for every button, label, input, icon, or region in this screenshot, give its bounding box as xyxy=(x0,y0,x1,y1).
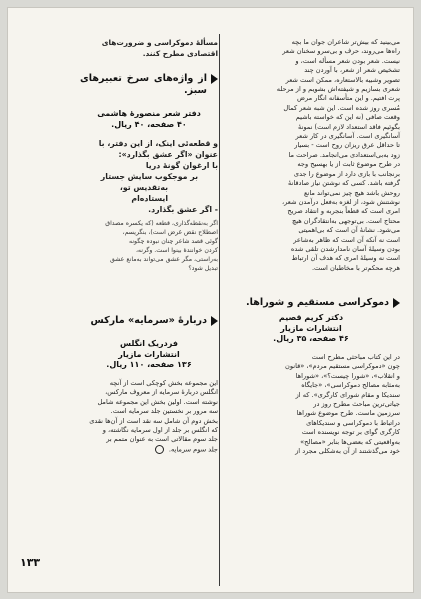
text-line: محتاج است. بی‌توجهی به‌انتقادگران هیچ xyxy=(291,216,400,225)
article-heading xyxy=(80,315,218,327)
text-line: می‌شود. نشانهٔ آن است که بی‌اهمیتی xyxy=(298,226,400,235)
text-line: به‌راستی، مگر عشق می‌تواند به‌مانع عشق xyxy=(109,256,218,264)
right-intro xyxy=(222,38,400,273)
text-line: کارگری گوای بر توجه نویسنده است xyxy=(301,428,400,437)
text-line: برنجانب با بازی دارد از موضوع را جدی xyxy=(293,169,400,178)
text-line: مُسری روز شده است. این شبه شعر کمال xyxy=(283,103,400,112)
end-mark-icon xyxy=(155,445,164,454)
text-line: گرفته باشد. کسی که نوشتن نیاز صادقانهٔ xyxy=(287,179,400,188)
text-line: می‌بینید که بیش‌تر شاعران جوان ما بچه xyxy=(291,38,400,46)
text-line: است نه آنکه آن است که ظاهر به‌شاعر xyxy=(293,235,400,244)
text-line: در طرح موضوع ثابت از یا بهسیح وجه xyxy=(297,160,400,169)
text-line: روحش باشد هیچ چیز نمی‌تواند مانع xyxy=(304,188,400,197)
text-line: تشخیص شعر از شعر، با آوردن چند xyxy=(304,66,400,75)
book-price: ۴۰ صفحه، ۴۰ ریال. xyxy=(111,119,187,129)
article-details: ۱۳۶ صفحه، ۱۱۰ ریال. xyxy=(106,360,192,370)
article-capital xyxy=(80,315,218,455)
article-heading xyxy=(80,73,218,97)
article-direct-democracy xyxy=(222,297,400,456)
text-line: پرت افتیم. و این متأسفانه انگار مرض xyxy=(297,94,400,103)
document-page xyxy=(8,8,413,592)
text-line: شعری بسازیم و شیفته‌اش بشویم و از مرحله xyxy=(276,85,400,94)
text-line: این مجموعه بخش کوچکی است از آنچه xyxy=(109,378,218,387)
text-line: چون «دموکراسی مستقیم مردم»، «قانون xyxy=(285,362,400,371)
verse-line: ایستاده‌ام xyxy=(131,194,168,204)
triangle-bullet-icon xyxy=(393,298,400,308)
lead-line: و قطعه‌ئی اینک، از این دفتر، با xyxy=(98,139,218,149)
article-author: فردریک انگلس xyxy=(120,339,178,349)
text-line: و انقلاب»، «شورا چیست؟»، «شوراها xyxy=(295,371,400,380)
text-line: است نه وسیلهٔ امری که هدف آن ارتباط xyxy=(291,254,400,263)
text-line: به‌واقعیتی که بعضی‌ها بنابر «مصالح» xyxy=(300,437,400,446)
text-line: انگلس دربارهٔ سرمایه از معروف مارکس، xyxy=(105,388,218,397)
text-line: بخش دوم آن شامل سه نقد است از آن‌ها نقدی xyxy=(89,416,218,425)
text-line: در این کتاب مباحثی مطرح است xyxy=(311,352,400,361)
text-line: نوشتنش شود، از لغزه به‌فعل درآمدن شعر، xyxy=(282,197,400,206)
column-divider xyxy=(219,34,220,586)
text-line: نوشته است. اولین بخش این مجموعه شامل xyxy=(97,397,218,406)
text-line: بگوئیم فاقد استعداد لازم است) نمونهٔ xyxy=(298,122,400,131)
text-line: بودن وسیلهٔ آسان نامدارشدن تلقی شده xyxy=(290,244,400,253)
text-line: تا حداقل عرق ریزان روح است - بسیار xyxy=(294,141,400,150)
critique-note xyxy=(80,219,218,273)
article-heading xyxy=(222,297,400,309)
article-title: دموکراسی مستقیم و شوراها. xyxy=(246,297,389,309)
text-line: زود به‌بی‌استعدادی می‌انجامد. صراحت ما xyxy=(288,150,400,159)
article-details: ۴۶ صفحه، ۳۵ ریال. xyxy=(273,334,349,344)
text-line: اگر به‌نقطه‌گذاری، قطعه (که یکسره مصداق xyxy=(105,220,218,228)
lead-line: عنوان «اگر عشق بگذارد»: xyxy=(118,150,218,160)
verse-line: بر موجکوب سایش جستار xyxy=(100,172,198,182)
text-line: سرزمین ماست. طرح موضوع شوراها xyxy=(296,409,400,418)
article-publisher: انتشارات مازیار xyxy=(280,323,342,333)
text-line: جیاتی‌ترین مباحث مطرح روز در xyxy=(313,399,400,408)
right-column xyxy=(222,38,400,456)
text-line: که انگلس بر جلد از اول سرمایه نگاشته، و xyxy=(102,426,218,434)
text-line: امری است که قطعاً بنجربه و انتقاد صریح xyxy=(287,207,400,216)
text-line: کردن خوانندهٔ بینوا است. وگرنه، xyxy=(135,247,218,255)
text-line: آسانگیری است. آسانگیری در کار شعر xyxy=(295,132,400,141)
text-line: اقتصادی مطرح کنند. xyxy=(142,48,218,58)
verse-line: - اگر عشق بگذارد. xyxy=(148,205,218,215)
text-line: راه‌ها می‌روند، حرف و بی‌سرو سخنان شعر xyxy=(282,47,400,56)
verse-line: به‌تقدیس تو، xyxy=(119,183,168,193)
triangle-bullet-icon xyxy=(211,74,218,84)
text-line: سه مرور بر نخستین جلد سرمایه است. xyxy=(110,407,218,416)
left-column xyxy=(80,38,218,455)
article-title: از واژه‌های سرخ تعبیرهای سبز. xyxy=(80,73,207,96)
text-line: خود می‌گذشتند از آن به‌شکلی مجرد از xyxy=(295,447,400,455)
text-line: گوئی قصد شاعر چنان نبوده چگونه xyxy=(129,238,218,246)
text-line: وقعت صافی (نه این که خواسته باشیم xyxy=(295,113,400,122)
verse-line: با ارغوان گونهٔ دریا xyxy=(145,161,218,171)
triangle-bullet-icon xyxy=(211,316,218,326)
left-intro xyxy=(80,38,218,59)
text-line: جلد سوم مقالاتی است به عنوان متمم بر xyxy=(106,435,218,444)
article-author: دکتر کریم قصیم xyxy=(278,313,344,323)
text-line: دراتباط با دموکراسی و سندیکاهای xyxy=(306,418,400,427)
book-line: دفتر شعر منصورهٔ هاشمی xyxy=(97,109,201,118)
text-line: هرچه محکم‌تر با مخاطبان است. xyxy=(311,263,400,272)
text-line: تبدیل شود؟ xyxy=(188,265,218,273)
text-line-end xyxy=(80,445,218,455)
last-line-text: جلد سوم سرمایه. xyxy=(168,445,218,454)
text-line: سندیکا و مقام شورای کارگری». که از xyxy=(295,390,400,399)
article-title: دربارهٔ «سرمایه» مارکس xyxy=(90,315,207,327)
text-line: تصویر وشبیه بالاستعاره، ممکن است شعر xyxy=(285,75,400,84)
page-number: ۱۳۳ xyxy=(20,556,41,569)
text-line: به‌مثابه مصالح دموکراسی»، «جایگاه xyxy=(301,381,400,390)
article-publisher: انتشارات مازیار xyxy=(118,349,180,359)
text-line: نیست. شعر بودن شعر مسأله است، و xyxy=(295,56,400,65)
text-line: مسألهٔ دموکراسی و ضرورت‌های xyxy=(101,38,218,47)
article-red-words xyxy=(80,73,218,273)
text-line: اصطلاح نقض غرض است)، بنگریسم، xyxy=(122,229,218,237)
